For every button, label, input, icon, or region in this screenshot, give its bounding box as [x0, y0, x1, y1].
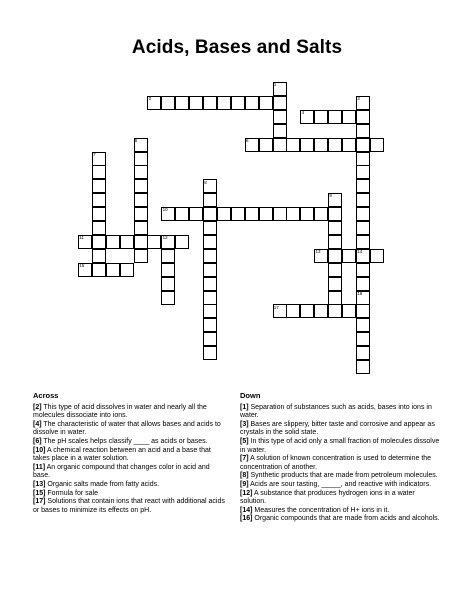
grid-cell[interactable]: [328, 110, 342, 124]
grid-cell[interactable]: [134, 249, 148, 263]
grid-cell[interactable]: [259, 207, 273, 221]
clue-across-2: [2] This type of acid dissolves in water and nearly all the molecules dissociate into ions.: [33, 403, 207, 420]
grid-cell[interactable]: [356, 263, 370, 277]
grid-cell[interactable]: [203, 332, 217, 346]
grid-cell[interactable]: [92, 221, 106, 235]
grid-cell[interactable]: [328, 304, 342, 318]
clue-across-4: [4] The characteristic of water that allows bases and acids to dissolve in water.: [33, 420, 221, 437]
clue-number: 16: [357, 290, 363, 296]
grid-cell[interactable]: [286, 138, 300, 152]
grid-cell[interactable]: [231, 207, 245, 221]
clue-number: 14: [357, 249, 363, 254]
grid-cell[interactable]: [161, 263, 175, 277]
grid-cell[interactable]: [203, 221, 217, 235]
grid-cell[interactable]: [189, 96, 203, 110]
grid-cell[interactable]: [203, 263, 217, 277]
grid-cell[interactable]: [217, 96, 231, 110]
clue-down-5: [5] In this type of acid only a small fraction of molecules dissolve in water.: [240, 437, 440, 454]
clue-number: 8: [204, 179, 207, 185]
clue-down-3: [3] Bases are slippery, bitter taste and corrosive and appear as crystals in the solid state.: [240, 420, 435, 437]
grid-cell[interactable]: [300, 207, 314, 221]
grid-cell[interactable]: [342, 138, 356, 152]
clue-number: 4: [301, 110, 305, 115]
down-heading: Down: [240, 391, 261, 400]
puzzle-title: Acids, Bases and Salts: [131, 37, 343, 58]
grid-cell[interactable]: [273, 138, 287, 152]
grid-cell[interactable]: [203, 304, 217, 318]
grid-cell[interactable]: [92, 235, 106, 249]
grid-cell[interactable]: [356, 165, 370, 179]
clue-number: 6: [246, 137, 249, 143]
grid-cell[interactable]: [203, 346, 217, 360]
clue-down-14: [14] Measures the concentration of H+ ions in it.: [240, 506, 390, 514]
clue-down-7: [7] A solution of known concentration is used to determine the concentration of another.: [240, 455, 432, 471]
grid-cell[interactable]: [203, 277, 217, 291]
grid-cell[interactable]: [134, 193, 148, 207]
clue-number: 2: [148, 96, 152, 102]
clue-down-9: [9] Acids are sour tasting, _____, and reactive with indicators.: [240, 480, 432, 488]
clue-number: 3: [357, 96, 360, 102]
grid-cell[interactable]: [356, 124, 370, 138]
grid-cell[interactable]: [134, 235, 148, 249]
grid-cell[interactable]: [175, 96, 189, 110]
grid-cell[interactable]: [92, 207, 106, 221]
grid-cell[interactable]: [203, 235, 217, 249]
clue-across-10: [10] A chemical reaction between an acid and a base that takes place in a water solution.: [33, 446, 211, 463]
clue-number: 1: [273, 82, 277, 88]
grid-cell[interactable]: [203, 249, 217, 263]
grid-cell[interactable]: [203, 207, 217, 221]
grid-cell[interactable]: [286, 207, 300, 221]
grid-cell[interactable]: [134, 165, 148, 179]
clue-number: 7: [93, 151, 96, 157]
grid-cell[interactable]: [342, 304, 356, 318]
across-heading: Across: [33, 391, 59, 400]
grid-cell[interactable]: [161, 249, 175, 263]
grid-cell[interactable]: [161, 277, 175, 291]
grid-cell[interactable]: [356, 193, 370, 207]
clue-number: 5: [134, 137, 138, 143]
grid-cell[interactable]: [134, 179, 148, 193]
grid-cell[interactable]: [161, 96, 175, 110]
clue-across-11: [11] An organic compound that changes color in acid and base.: [33, 463, 210, 480]
grid-cell[interactable]: [203, 96, 217, 110]
clue-number: 9: [329, 193, 332, 199]
grid-cell[interactable]: [356, 360, 370, 374]
grid-cell[interactable]: [203, 193, 217, 207]
grid-cell[interactable]: [356, 235, 370, 249]
grid-cell[interactable]: [356, 332, 370, 346]
grid-cell[interactable]: [286, 304, 300, 318]
grid-cell[interactable]: [231, 96, 245, 110]
clue-down-8: [8] Synthetic products that are made from petroleum molecules.: [240, 472, 438, 480]
grid-cell[interactable]: [203, 291, 217, 305]
grid-cell[interactable]: [245, 207, 259, 221]
clue-across-13: [13] Organic salts made from fatty acids.: [33, 480, 160, 488]
grid-cell[interactable]: [134, 152, 148, 166]
down-clues: [240, 392, 440, 524]
clue-down-1: [1] Separation of substances such as acids, bases into ions in water.: [240, 403, 432, 420]
grid-cell[interactable]: [328, 291, 342, 305]
grid-cell[interactable]: [356, 304, 370, 318]
clue-number: 11: [79, 235, 84, 241]
clue-across-6: [6] The pH scales helps classify ____ as acids or bases.: [33, 437, 208, 445]
grid-cell[interactable]: [134, 221, 148, 235]
grid-cell[interactable]: [356, 138, 370, 152]
clue-across-15: [15] Formula for sale: [33, 489, 98, 497]
clue-down-12: [12] A substance that produces hydrogen ions in a water solution.: [240, 489, 415, 506]
grid-cell[interactable]: [161, 291, 175, 305]
grid-cell[interactable]: [203, 318, 217, 332]
clue-number: 10: [162, 207, 168, 213]
grid-cell[interactable]: [189, 207, 203, 221]
grid-cell[interactable]: [120, 235, 134, 249]
grid-cell[interactable]: [314, 138, 328, 152]
across-clues: [33, 392, 226, 515]
grid-cell[interactable]: [259, 96, 273, 110]
grid-cell[interactable]: [356, 179, 370, 193]
clue-number: 13: [315, 249, 321, 254]
grid-cell[interactable]: [92, 193, 106, 207]
grid-cell[interactable]: [300, 304, 314, 318]
grid-cell[interactable]: [273, 207, 287, 221]
grid-cell[interactable]: [328, 221, 342, 235]
clue-down-16: [16] Organic compounds that are made from acids and alcohols.: [240, 515, 440, 523]
grid-cell[interactable]: [328, 138, 342, 152]
grid-cell[interactable]: [356, 346, 370, 360]
grid-cell[interactable]: [342, 110, 356, 124]
grid-cell[interactable]: [314, 110, 328, 124]
grid-cell[interactable]: [370, 138, 384, 152]
clue-number: 15: [79, 262, 85, 268]
grid-cell[interactable]: [356, 207, 370, 221]
grid-cell[interactable]: [175, 207, 189, 221]
grid-cell[interactable]: [217, 207, 231, 221]
grid-cell[interactable]: [356, 152, 370, 166]
grid-cell[interactable]: [259, 138, 273, 152]
grid-cell[interactable]: [120, 263, 134, 277]
grid-cell[interactable]: [300, 138, 314, 152]
grid-cell[interactable]: [356, 110, 370, 124]
grid-cell[interactable]: [92, 263, 106, 277]
down-list: [240, 404, 440, 524]
clue-number: 17: [273, 304, 279, 310]
grid-cell[interactable]: [273, 110, 287, 124]
grid-cell[interactable]: [328, 235, 342, 249]
grid-cell[interactable]: [328, 249, 342, 263]
grid-cell[interactable]: [92, 179, 106, 193]
grid-cell[interactable]: [147, 235, 161, 249]
grid-cell[interactable]: [273, 124, 287, 138]
grid-cell[interactable]: [314, 207, 328, 221]
grid-cell[interactable]: [342, 249, 356, 263]
across-list: [33, 404, 226, 516]
grid-cell[interactable]: [134, 207, 148, 221]
grid-cell[interactable]: [273, 96, 287, 110]
grid-cell[interactable]: [328, 277, 342, 291]
grid-cell[interactable]: [106, 263, 120, 277]
grid-cell[interactable]: [106, 235, 120, 249]
clue-number: 12: [162, 235, 168, 241]
grid-cell[interactable]: [175, 235, 189, 249]
grid-cell[interactable]: [328, 263, 342, 277]
grid-cell[interactable]: [314, 304, 328, 318]
grid-cell[interactable]: [370, 249, 384, 263]
grid-cell[interactable]: [92, 249, 106, 263]
grid-cell[interactable]: [92, 165, 106, 179]
grid-cell[interactable]: [356, 318, 370, 332]
grid-cell[interactable]: [356, 221, 370, 235]
grid-cell[interactable]: [245, 96, 259, 110]
clue-across-17: [17] Solutions that contain ions that react with additional acids or bases to minimize its effects on pH.: [33, 498, 225, 514]
grid-cell[interactable]: [356, 277, 370, 291]
grid-cell[interactable]: [328, 207, 342, 221]
